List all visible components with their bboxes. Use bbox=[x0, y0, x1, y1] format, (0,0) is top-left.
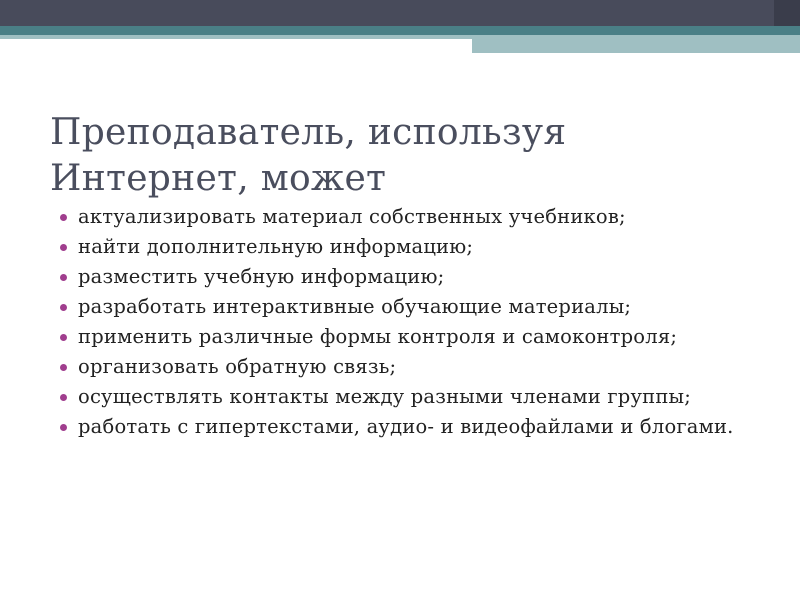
list-item-text: осуществлять контакты между разными членами группы; bbox=[78, 385, 692, 408]
slide-title-line-2: Интернет, может bbox=[50, 158, 387, 199]
header-band-light-left bbox=[0, 35, 472, 39]
list-item-text: применить различные формы контроля и самоконтроля; bbox=[78, 325, 678, 348]
bullet-dot-icon bbox=[60, 334, 67, 341]
list-item bbox=[58, 295, 758, 319]
bullet-dot-icon bbox=[60, 244, 67, 251]
bullet-dot-icon bbox=[60, 274, 67, 281]
header-band-dark bbox=[0, 0, 774, 26]
bullet-dot-icon bbox=[60, 364, 67, 371]
header-band-light-right bbox=[472, 35, 800, 53]
list-item bbox=[58, 265, 758, 289]
header-band-teal bbox=[0, 26, 800, 35]
list-item bbox=[58, 355, 758, 379]
list-item bbox=[58, 415, 758, 439]
list-item bbox=[58, 235, 758, 259]
list-item bbox=[58, 205, 758, 229]
list-item-text: найти дополнительную информацию; bbox=[78, 235, 474, 258]
bullet-dot-icon bbox=[60, 424, 67, 431]
list-item bbox=[58, 325, 758, 349]
bullet-dot-icon bbox=[60, 394, 67, 401]
header-band-dark-corner bbox=[774, 0, 800, 26]
list-item-text: разработать интерактивные обучающие материалы; bbox=[78, 295, 632, 318]
list-item-text: разместить учебную информацию; bbox=[78, 265, 445, 288]
bullet-dot-icon bbox=[60, 304, 67, 311]
slide-title bbox=[50, 110, 750, 202]
list-item-text: актуализировать материал собственных учебников; bbox=[78, 205, 626, 228]
list-item-text: работать с гипертекстами, аудио- и видеофайлами и блогами. bbox=[78, 415, 734, 438]
list-item-text: организовать обратную связь; bbox=[78, 355, 397, 378]
slide-title-line-1: Преподаватель, используя bbox=[50, 112, 567, 153]
bullet-list bbox=[58, 205, 758, 445]
bullet-dot-icon bbox=[60, 214, 67, 221]
list-item bbox=[58, 385, 758, 409]
